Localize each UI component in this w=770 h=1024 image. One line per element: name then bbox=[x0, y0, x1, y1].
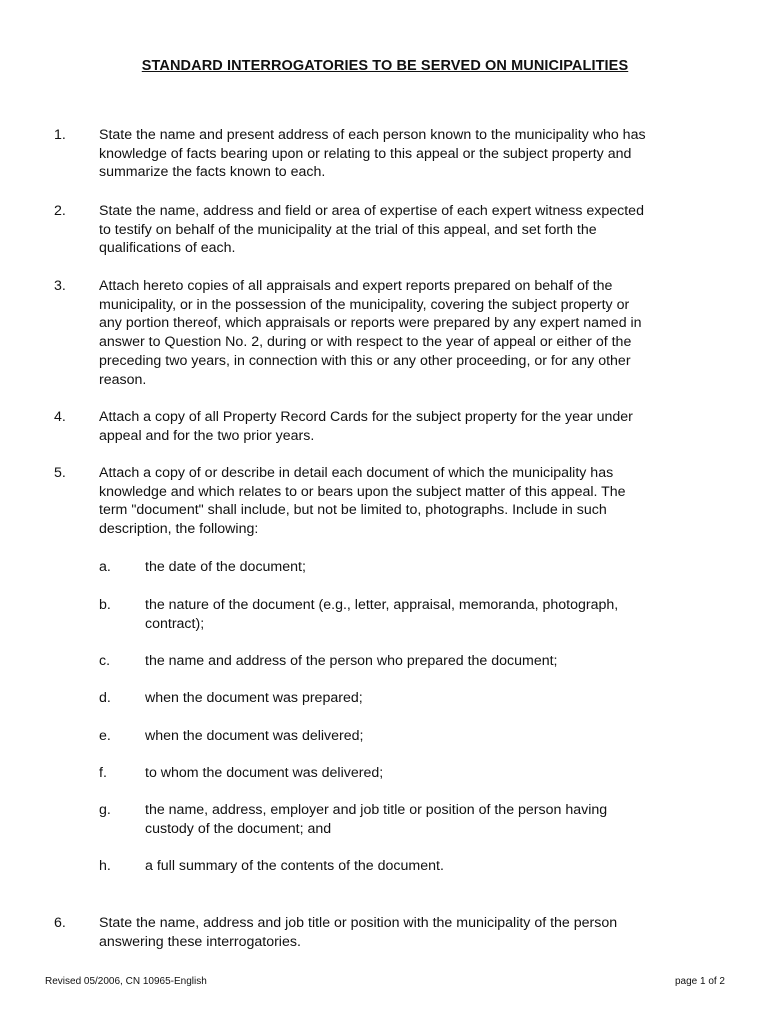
subitem-letter: c. bbox=[99, 653, 111, 669]
item-number: 5. bbox=[54, 465, 66, 481]
item-number: 6. bbox=[54, 915, 66, 931]
subitem-text: the date of the document; bbox=[145, 559, 306, 575]
subitem-letter: f. bbox=[99, 765, 107, 781]
subitem-text: the name, address, employer and job title or position of the person having custody of the document; and bbox=[145, 802, 608, 837]
subitem-text: when the document was prepared; bbox=[145, 690, 363, 706]
subitem-letter: b. bbox=[99, 597, 111, 613]
page-number: page 1 of 2 bbox=[674, 976, 725, 987]
item-number: 1. bbox=[54, 127, 66, 143]
subitem-letter: h. bbox=[99, 858, 111, 874]
item-text: Attach hereto copies of all appraisals and expert reports prepared on behalf of the municipality, or in the possession of the municipality, covering the subject property or any portion thereof, which appraisals or reports were prepared by any expert named in answer to Question No. 2, during or with respect to the year of appeal or either of the preceding two years, in connection with this or any other proceeding, or for any other reason. bbox=[99, 278, 642, 388]
subitem-text: the nature of the document (e.g., letter, appraisal, memoranda, photograph, contract); bbox=[145, 597, 619, 632]
item-text: State the name and present address of each person known to the municipality who has knowledge of facts bearing upon or relating to this appeal or the subject property and summarize the facts known to each. bbox=[99, 127, 646, 181]
item-number: 4. bbox=[54, 409, 66, 425]
item-number: 2. bbox=[54, 203, 66, 219]
subitem-text: to whom the document was delivered; bbox=[145, 765, 384, 781]
item-text: State the name, address and field or area of expertise of each expert witness expected to testify on behalf of the municipality at the trial of this appeal, and set forth the qualifications of each. bbox=[99, 203, 644, 257]
item-text: State the name, address and job title or position with the municipality of the person answering these interrogatories. bbox=[99, 915, 618, 950]
item-text: Attach a copy of or describe in detail each document of which the municipality has knowledge and which relates to or bears upon the subject matter of this appeal. The term "document" shall include, but not be limited to, photographs. Include in such description, the following: bbox=[99, 465, 626, 538]
document-title: STANDARD INTERROGATORIES TO BE SERVED ON MUNICIPALITIES bbox=[141, 58, 629, 74]
revision-footer: Revised 05/2006, CN 10965-English bbox=[45, 976, 207, 987]
subitem-text: when the document was delivered; bbox=[145, 728, 364, 744]
subitem-text: the name and address of the person who prepared the document; bbox=[145, 653, 558, 669]
subitem-letter: g. bbox=[99, 802, 111, 818]
subitem-text: a full summary of the contents of the document. bbox=[145, 858, 444, 874]
subitem-letter: e. bbox=[99, 728, 111, 744]
subitem-letter: d. bbox=[99, 690, 111, 706]
item-text: Attach a copy of all Property Record Cards for the subject property for the year under appeal and for the two prior years. bbox=[99, 409, 633, 444]
item-number: 3. bbox=[54, 278, 66, 294]
subitem-letter: a. bbox=[99, 559, 111, 575]
